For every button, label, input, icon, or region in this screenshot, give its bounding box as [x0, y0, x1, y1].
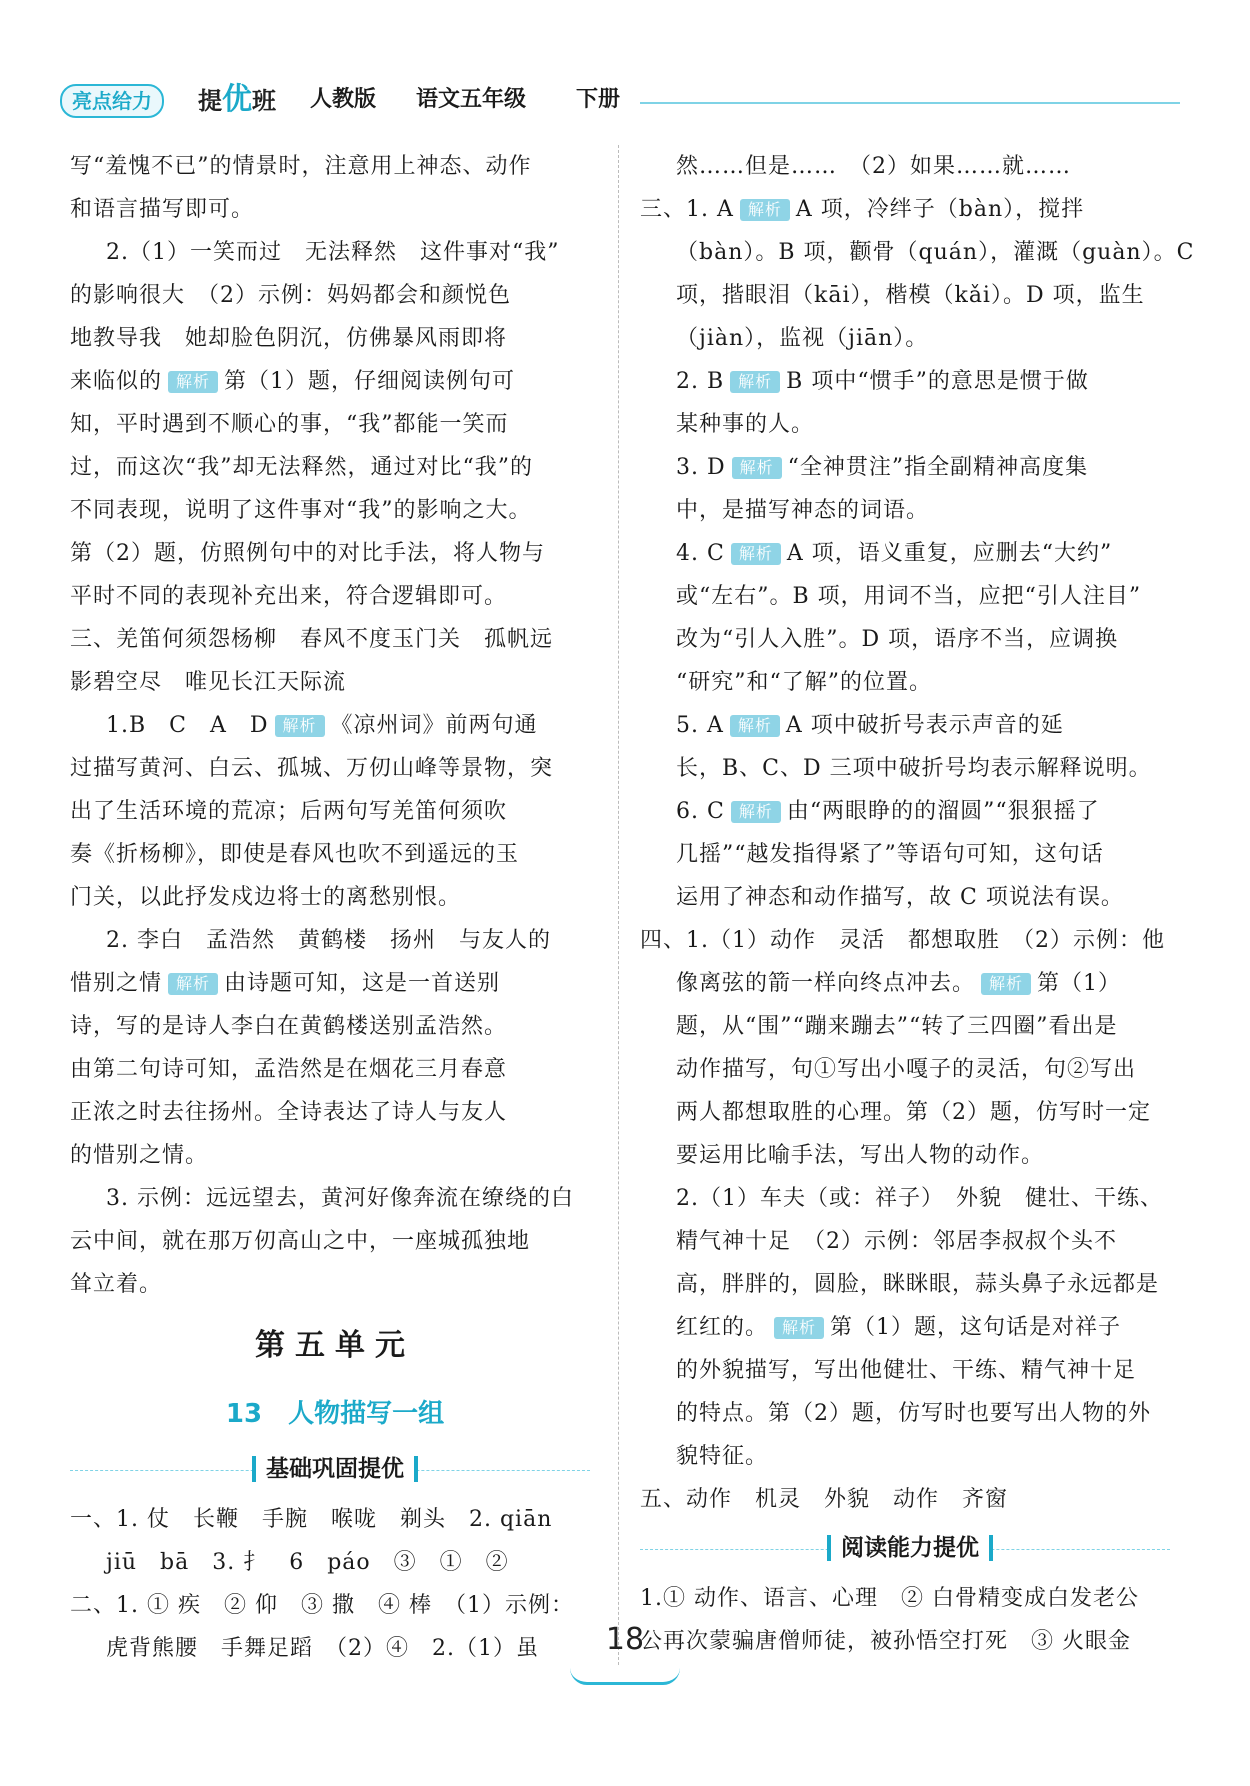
text-line: [70, 704, 600, 747]
text-line: [640, 532, 1180, 575]
text-line: [640, 446, 1180, 489]
analysis-tag: 解析: [732, 457, 782, 479]
text-line: 地教导我 她却脸色阴沉，仿佛暴风雨即将: [70, 326, 508, 351]
analysis-tag: 解析: [730, 371, 780, 393]
text-line: （jiàn），监视（jiān）。: [676, 326, 929, 351]
analysis-tag: 解析: [731, 801, 781, 823]
brand-badge: 亮点给力: [60, 84, 164, 118]
text-line: 2. 李白 孟浩然 黄鹤楼 扬州 与友人的: [106, 928, 551, 953]
unit-title: 第五单元: [255, 1328, 415, 1363]
series-post: 班: [252, 87, 276, 115]
text-line: 2.（1）一笑而过 无法释然 这件事对“我”: [106, 240, 560, 265]
text-span: “全神贯注”指全副精神高度集: [787, 455, 1089, 480]
text-span: 像离弦的箭一样向终点冲去。: [676, 971, 976, 996]
text-span: 第（1）题，这句话是对祥子: [830, 1315, 1122, 1340]
text-span: 来临似的: [70, 369, 163, 394]
analysis-tag: 解析: [774, 1317, 824, 1339]
text-line: 要运用比喻手法，写出人物的动作。: [676, 1143, 1045, 1168]
section-header-basic: [70, 1442, 600, 1498]
text-span: 3. D: [676, 455, 726, 480]
text-line: 貌特征。: [676, 1444, 769, 1469]
text-span: 由“两眼睁的的溜圆”“狠狠摇了: [786, 799, 1100, 824]
text-span: 红红的。: [676, 1315, 769, 1340]
text-line: 1.① 动作、语言、心理 ② 白骨精变成白发老公: [640, 1586, 1139, 1611]
series-you: 优: [222, 82, 252, 117]
text-line: 写“羞愧不已”的情景时，注意用上神态、动作: [70, 154, 532, 179]
text-span: B 项中“惯手”的意思是惯于做: [786, 369, 1089, 394]
text-line: 动作描写，句①写出小嘎子的灵活，句②写出: [676, 1057, 1137, 1082]
text-line: 精气神十足 （2）示例：邻居李叔叔个头不: [676, 1229, 1117, 1254]
text-line: 云中间，就在那万仞高山之中，一座城孤独地: [70, 1229, 531, 1254]
page-number: 18: [605, 1622, 645, 1657]
text-span: 第（1）题，仔细阅读例句可: [224, 369, 516, 394]
page-number-curve: [570, 1668, 680, 1685]
section-label: 阅读能力提优: [827, 1535, 993, 1561]
text-line: 两人都想取胜的心理。第（2）题，仿写时一定: [676, 1100, 1151, 1125]
text-line: [640, 790, 1180, 833]
page-header: [60, 80, 1180, 120]
text-line: 运用了神态和动作描写，故 C 项说法有误。: [676, 885, 1124, 910]
text-span: 2. B: [676, 369, 725, 394]
text-line: 的惜别之情。: [70, 1143, 209, 1168]
header-rule: [640, 102, 1180, 104]
analysis-tag: 解析: [168, 371, 218, 393]
text-line: 过，而这次“我”却无法释然，通过对比“我”的: [70, 455, 533, 480]
text-line: 或“左右”。B 项，用词不当，应把“引人注目”: [676, 584, 1142, 609]
text-span: 6. C: [676, 799, 725, 824]
text-line: 改为“引人入胜”。D 项，语序不当，应调换: [676, 627, 1119, 652]
text-line: 题，从“围”“蹦来蹦去”“转了三四圈”看出是: [676, 1014, 1118, 1039]
text-line: [640, 188, 1180, 231]
analysis-tag: 解析: [275, 715, 325, 737]
text-line: 过描写黄河、白云、孤城、万仞山峰等景物，突: [70, 756, 554, 781]
text-line: [640, 1306, 1180, 1349]
section-header-reading: [640, 1521, 1180, 1577]
section-label: 基础巩固提优: [252, 1456, 418, 1482]
text-span: 《凉州词》前两句通: [330, 713, 538, 738]
analysis-tag: 解析: [740, 199, 790, 221]
text-span: 5. A: [676, 713, 724, 738]
text-line: 虎背熊腰 手舞足蹈 （2）④ 2.（1）虽: [106, 1636, 539, 1661]
text-line: 公再次蒙骗唐僧师徒，被孙悟空打死 ③ 火眼金: [640, 1629, 1131, 1654]
text-span: 三、1. A: [640, 197, 734, 222]
text-line: 然……但是…… （2）如果……就……: [676, 154, 1071, 179]
text-line: 二、1. ① 疾 ② 仰 ③ 撒 ④ 棒 （1）示例：: [70, 1593, 574, 1618]
text-line: 诗，写的是诗人李白在黄鹤楼送别孟浩然。: [70, 1014, 508, 1039]
volume-label: 下册: [576, 87, 621, 112]
text-line: 2.（1）车夫（或：祥子） 外貌 健壮、干练、: [676, 1186, 1163, 1211]
text-span: 第（1）: [1037, 971, 1122, 996]
text-span: 由诗题可知，这是一首送别: [224, 971, 501, 996]
text-line: [70, 962, 600, 1005]
text-line: 长，B、C、D 三项中破折号均表示解释说明。: [676, 756, 1152, 781]
text-line: 中，是描写神态的词语。: [676, 498, 930, 523]
text-line: [70, 360, 600, 403]
text-line: [640, 704, 1180, 747]
text-line: 门关，以此抒发戍边将士的离愁别恨。: [70, 885, 462, 910]
analysis-tag: 解析: [981, 973, 1031, 995]
lesson-title: 13 人物描写一组: [225, 1399, 445, 1429]
text-line: 高，胖胖的，圆脸，眯眯眼，蒜头鼻子永远都是: [676, 1272, 1160, 1297]
text-span: A 项中破折号表示声音的延: [785, 713, 1064, 738]
series-pre: 提: [198, 87, 222, 115]
text-line: 一、1. 仗 长鞭 手腕 喉咙 剃头 2. qiān: [70, 1507, 553, 1532]
text-line: 第（2）题，仿照例句中的对比手法，将人物与: [70, 541, 545, 566]
text-line: 耸立着。: [70, 1272, 163, 1297]
analysis-tag: 解析: [168, 973, 218, 995]
text-span: 1.B C A D: [106, 713, 269, 738]
text-span: 4. C: [676, 541, 725, 566]
text-line: 奏《折杨柳》，即使是春风也吹不到遥远的玉: [70, 842, 520, 867]
series-title: [198, 80, 276, 121]
text-line: “研究”和“了解”的位置。: [676, 670, 932, 695]
text-line: 的影响很大 （2）示例：妈妈都会和颜悦色: [70, 283, 511, 308]
text-line: 的特点。第（2）题，仿写时也要写出人物的外: [676, 1401, 1151, 1426]
text-line: 由第二句诗可知，孟浩然是在烟花三月春意: [70, 1057, 508, 1082]
text-line: 几摇”“越发指得紧了”等语句可知，这句话: [676, 842, 1104, 867]
text-line: [640, 360, 1180, 403]
text-line: jiū bā 3. 扌 6 páo ③ ① ②: [106, 1550, 509, 1575]
text-span: A 项，冷绊子（bàn），搅拌: [795, 197, 1085, 222]
text-line: [640, 962, 1180, 1005]
analysis-tag: 解析: [730, 715, 780, 737]
text-line: 和语言描写即可。: [70, 197, 255, 222]
text-line: 五、动作 机灵 外貌 动作 齐窗: [640, 1487, 1009, 1512]
left-column: [70, 145, 600, 1670]
text-line: 正浓之时去往扬州。全诗表达了诗人与友人: [70, 1100, 508, 1125]
text-line: 影碧空尽 唯见长江天际流: [70, 670, 347, 695]
text-line: 3. 示例：远远望去，黄河好像奔流在缭绕的白: [106, 1186, 574, 1211]
right-column: [640, 145, 1195, 1663]
text-line: 四、1.（1）动作 灵活 都想取胜 （2）示例：他: [640, 928, 1165, 953]
text-span: 惜别之情: [70, 971, 163, 996]
text-line: 出了生活环境的荒凉；后两句写羌笛何须吹: [70, 799, 508, 824]
text-line: 的外貌描写，写出他健壮、干练、精气神十足: [676, 1358, 1137, 1383]
text-line: 平时不同的表现补充出来，符合逻辑即可。: [70, 584, 508, 609]
column-divider: [618, 145, 619, 1665]
edition-label: 人教版: [310, 87, 377, 112]
text-line: （bàn）。B 项，颧骨（quán），灌溉（guàn）。C: [676, 240, 1195, 265]
analysis-tag: 解析: [731, 543, 781, 565]
text-span: A 项，语义重复，应删去“大约”: [786, 541, 1113, 566]
text-line: 三、羌笛何须怨杨柳 春风不度玉门关 孤帆远: [70, 627, 554, 652]
subject-label: 语文五年级: [416, 87, 527, 112]
text-line: 某种事的人。: [676, 412, 815, 437]
text-line: 知，平时遇到不顺心的事，“我”都能一笑而: [70, 412, 509, 437]
text-line: 项，揩眼泪（kāi），楷模（kǎi）。D 项，监生: [676, 283, 1145, 308]
text-line: 不同表现，说明了这件事对“我”的影响之大。: [70, 498, 532, 523]
